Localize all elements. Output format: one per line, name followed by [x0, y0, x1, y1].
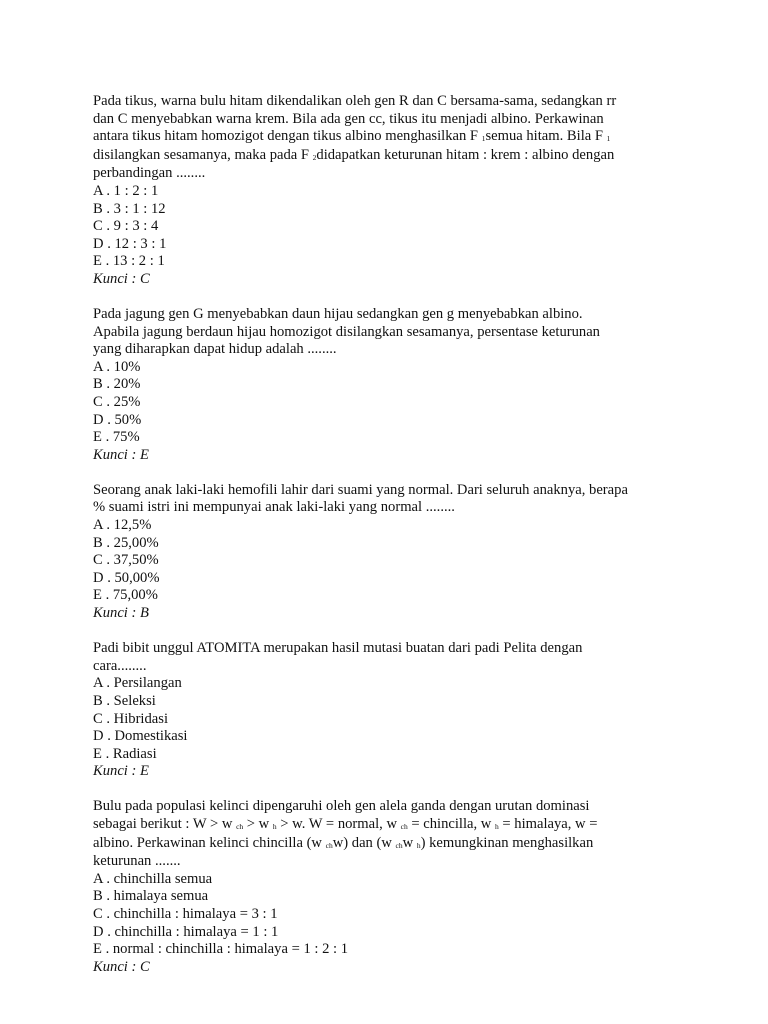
subscript: h [272, 821, 277, 831]
question-5 [93, 798, 708, 976]
text-run: = himalaya, w = [498, 815, 598, 832]
subscript: 1 [481, 134, 486, 144]
answer-option: E . 13 : 2 : 1 [93, 253, 165, 270]
subscript: 2 [312, 152, 317, 162]
text-run: w) dan (w [332, 834, 396, 851]
question-3 [93, 482, 708, 623]
answer-option: D . Domestikasi [93, 728, 188, 745]
subscript: h [495, 821, 499, 831]
question-stem-line: yang diharapkan dapat hidup adalah ........ [93, 341, 337, 358]
answer-option: A . chinchilla semua [93, 870, 213, 887]
text-run: antara tikus hitam homozigot dengan tikus albino menghasilkan F [93, 128, 482, 145]
question-stem-line: Bulu pada populasi kelinci dipengaruhi oleh gen alela ganda dengan urutan dominasi [93, 798, 590, 815]
answer-option: E . 75% [93, 429, 140, 446]
text-run: albino. Perkawinan kelinci chincilla (w [93, 834, 326, 851]
question-2 [93, 306, 708, 464]
question-stem-line: Padi bibit unggul ATOMITA merupakan hasil mutasi buatan dari padi Pelita dengan [93, 640, 583, 657]
answer-option: A . 12,5% [93, 517, 152, 534]
text-run: semua hitam. Bila F [485, 128, 607, 145]
text-run: ) kemungkinan menghasilkan [420, 834, 594, 851]
answer-key: Kunci : C [93, 958, 150, 975]
answer-option: E . Radiasi [93, 745, 157, 762]
question-stem-line [93, 147, 708, 166]
text-run: > w. W = normal, w [276, 815, 401, 832]
answer-option: A . 10% [93, 358, 141, 375]
subscript: ch [325, 840, 333, 850]
text-run: disilangkan sesamanya, maka pada F [93, 146, 313, 163]
question-stem-line [93, 128, 708, 147]
question-stem-line: Seorang anak laki-laki hemofili lahir dari suami yang normal. Dari seluruh anaknya, berapa [93, 481, 628, 498]
text-run: sebagai berikut : W > w [93, 815, 237, 832]
answer-option: B . Seleksi [93, 692, 156, 709]
question-stem-line: cara........ [93, 657, 147, 674]
question-stem-line: Pada tikus, warna bulu hitam dikendalikan oleh gen R dan C bersama-sama, sedangkan rr [93, 93, 617, 109]
answer-option: C . 25% [93, 394, 141, 410]
subscript: ch [400, 821, 408, 831]
question-stem-line: % suami istri ini mempunyai anak laki-laki yang normal ........ [93, 499, 455, 516]
answer-option: B . 20% [93, 376, 141, 393]
subscript: ch [236, 821, 244, 831]
answer-option: B . 25,00% [93, 534, 159, 551]
question-1 [93, 93, 708, 289]
text-run: = chincilla, w [407, 815, 495, 832]
answer-option: C . 37,50% [93, 552, 159, 569]
answer-option: D . chinchilla : himalaya = 1 : 1 [93, 923, 279, 940]
question-stem-line: keturunan ....... [93, 853, 181, 870]
subscript: h [416, 840, 421, 850]
answer-option: A . Persilangan [93, 675, 182, 692]
question-stem-line: dan C menyebabkan warna krem. Bila ada gen cc, tikus itu menjadi albino. Perkawinan [93, 110, 604, 127]
subscript: ch [395, 840, 403, 850]
answer-option: D . 50,00% [93, 569, 160, 586]
question-4 [93, 640, 708, 781]
answer-option: A . 1 : 2 : 1 [93, 182, 159, 199]
text-run: w [402, 834, 417, 851]
text-run: didapatkan keturunan hitam : krem : albino dengan [316, 146, 615, 163]
answer-option: B . himalaya semua [93, 888, 209, 905]
question-stem-line [93, 816, 708, 835]
answer-option: C . 9 : 3 : 4 [93, 218, 159, 235]
question-stem-line: perbandingan ........ [93, 165, 206, 182]
question-stem-line: Apabila jagung berdaun hijau homozigot disilangkan sesamanya, persentase keturunan [93, 323, 600, 340]
answer-key: Kunci : E [93, 446, 149, 463]
answer-key: Kunci : C [93, 270, 150, 287]
answer-key: Kunci : B [93, 605, 149, 622]
question-stem-line: Pada jagung gen G menyebabkan daun hijau sedangkan gen g menyebabkan albino. [93, 306, 583, 323]
text-run: > w [243, 815, 273, 832]
answer-option: E . normal : chinchilla : himalaya = 1 : 2 : 1 [93, 941, 349, 958]
answer-option: D . 50% [93, 411, 142, 428]
answer-option: D . 12 : 3 : 1 [93, 235, 167, 252]
answer-option: C . Hibridasi [93, 710, 168, 727]
question-stem-line [93, 835, 708, 854]
subscript: 1 [606, 134, 611, 144]
answer-key: Kunci : E [93, 763, 149, 780]
answer-option: E . 75,00% [93, 587, 158, 604]
answer-option: B . 3 : 1 : 12 [93, 200, 166, 217]
answer-option: C . chinchilla : himalaya = 3 : 1 [93, 905, 278, 922]
